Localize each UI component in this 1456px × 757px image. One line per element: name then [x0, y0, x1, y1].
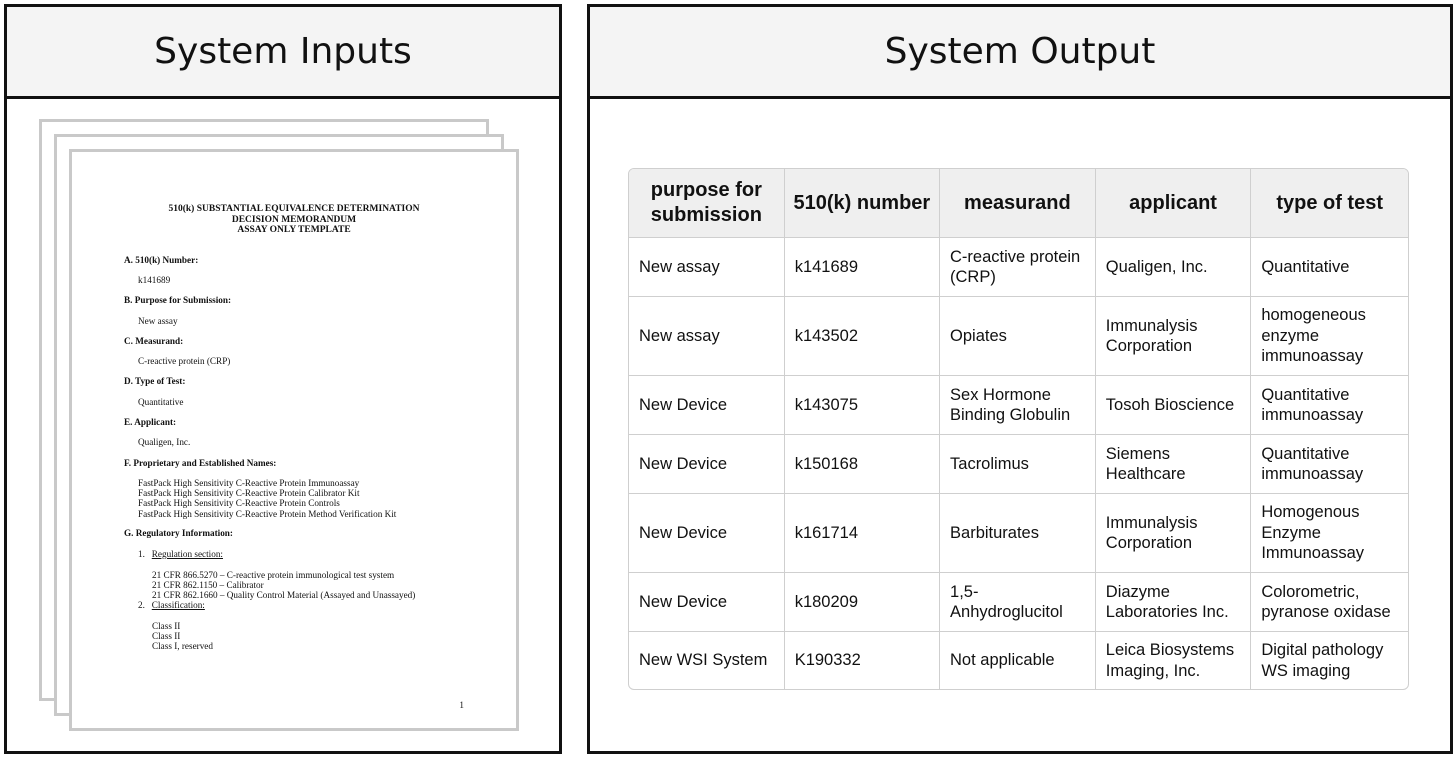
section-value-line: FastPack High Sensitivity C-Reactive Protein Immunoassay	[138, 478, 360, 488]
table-header-row	[629, 169, 1408, 238]
classification-heading	[138, 600, 205, 610]
section-value-line: FastPack High Sensitivity C-Reactive Protein Controls	[138, 498, 340, 509]
table-cell: New Device	[629, 573, 785, 632]
table-cell: Quantitative immunoassay	[1251, 376, 1408, 435]
section-heading-g: G. Regulatory Information:	[124, 528, 233, 538]
table-cell: k143075	[785, 376, 940, 435]
classification-line: Class II	[152, 621, 181, 631]
output-table	[628, 168, 1409, 690]
regulation-section-label: Regulation section:	[151, 549, 223, 559]
system-output-title: System Output	[590, 7, 1450, 99]
column-header: applicant	[1096, 169, 1252, 238]
column-header: 510(k) number	[785, 169, 940, 238]
table-cell: 1,5-Anhydroglucitol	[940, 573, 1096, 632]
table-row	[629, 238, 1408, 297]
table-cell: Colorometric, pyranose oxidase	[1251, 573, 1408, 632]
column-header: type of test	[1251, 169, 1408, 238]
classification-label: Classification:	[151, 600, 205, 610]
list-number: 1.	[138, 549, 145, 559]
table-cell: Quantitative immunoassay	[1251, 435, 1408, 494]
table-cell: Homogenous Enzyme Immunoassay	[1251, 494, 1408, 573]
table-cell: Tosoh Bioscience	[1096, 376, 1252, 435]
regulation-line: 21 CFR 862.1660 – Quality Control Material (Assayed and Unassayed)	[152, 590, 416, 601]
section-value-b	[138, 316, 178, 326]
table-cell: Opiates	[940, 297, 1096, 376]
section-value-line: Quantitative	[138, 397, 184, 407]
table-cell: k141689	[785, 238, 940, 297]
section-value-a	[138, 275, 170, 285]
table-cell: k180209	[785, 573, 940, 632]
table-cell: Sex Hormone Binding Globulin	[940, 376, 1096, 435]
section-value-line: Qualigen, Inc.	[138, 437, 191, 447]
page-number: 1	[459, 700, 464, 710]
classification-line: Class I, reserved	[152, 641, 213, 652]
section-heading-a: A. 510(k) Number:	[124, 255, 199, 265]
regulation-section-values	[152, 570, 415, 601]
table-cell: Barbiturates	[940, 494, 1096, 573]
table-cell: Digital pathology WS imaging	[1261, 641, 1384, 680]
section-heading-c: C. Measurand:	[124, 336, 184, 346]
document-title-line: 510(k) SUBSTANTIAL EQUIVALENCE DETERMINATION	[168, 204, 420, 214]
table-cell: New assay	[629, 238, 785, 297]
table-cell: K190332	[785, 632, 940, 689]
table-cell: Qualigen, Inc.	[1096, 238, 1252, 297]
table-cell: Diazyme Laboratories Inc.	[1096, 573, 1252, 632]
table-row	[629, 376, 1408, 435]
section-value-d	[138, 397, 183, 407]
section-value-line: New assay	[138, 316, 178, 326]
table-cell: Immunalysis Corporation	[1096, 494, 1252, 573]
section-heading-d: D. Type of Test:	[124, 376, 186, 386]
regulation-line: 21 CFR 866.5270 – C-reactive protein immunological test system	[152, 570, 395, 580]
system-inputs-title: System Inputs	[7, 7, 559, 99]
document-title	[72, 204, 516, 236]
classification-values	[152, 621, 213, 652]
table-cell: Leica Biosystems Imaging, Inc.	[1096, 632, 1252, 689]
section-heading-b: B. Purpose for Submission:	[124, 295, 232, 305]
table-cell: C-reactive protein (CRP)	[940, 238, 1096, 297]
table-cell: Not applicable	[940, 632, 1096, 689]
table-cell: homogeneous enzyme immunoassay	[1251, 297, 1408, 376]
section-value-line: FastPack High Sensitivity C-Reactive Protein Calibrator Kit	[138, 488, 360, 499]
regulation-section-heading	[138, 549, 223, 559]
table-row	[629, 494, 1408, 573]
table-row	[629, 632, 1408, 689]
table-row	[629, 297, 1408, 376]
table-cell: k143502	[785, 297, 940, 376]
section-value-c	[138, 356, 230, 366]
document-page-front	[69, 149, 519, 731]
column-header: measurand	[940, 169, 1096, 238]
list-number: 2.	[138, 600, 145, 610]
column-header: purpose for submission	[629, 169, 785, 238]
section-value-e	[138, 437, 190, 447]
table-cell: New Device	[629, 494, 785, 573]
table-cell: Quantitative	[1251, 238, 1408, 297]
table-cell: New Device	[629, 376, 785, 435]
document-title-line: ASSAY ONLY TEMPLATE	[237, 225, 351, 235]
table-cell: k161714	[785, 494, 940, 573]
table-cell: Tacrolimus	[940, 435, 1096, 494]
table-cell: New assay	[629, 297, 785, 376]
section-value-line: FastPack High Sensitivity C-Reactive Protein Method Verification Kit	[138, 508, 397, 519]
section-heading-e: E. Applicant:	[124, 417, 177, 427]
table-cell: k150168	[785, 435, 940, 494]
classification-line: Class II	[152, 631, 181, 642]
table-cell: Immunalysis Corporation	[1096, 297, 1252, 376]
regulation-line: 21 CFR 862.1150 – Calibrator	[152, 580, 264, 591]
table-cell: New WSI System	[629, 632, 785, 689]
section-heading-f: F. Proprietary and Established Names:	[124, 458, 277, 468]
table-row	[629, 435, 1408, 494]
document-title-line: DECISION MEMORANDUM	[231, 214, 357, 225]
section-value-line: k141689	[138, 275, 171, 285]
section-value-f	[138, 478, 396, 519]
section-value-line: C-reactive protein (CRP)	[138, 356, 231, 366]
table-cell: Siemens Healthcare	[1096, 435, 1252, 494]
table-cell: New Device	[629, 435, 785, 494]
table-row	[629, 573, 1408, 632]
